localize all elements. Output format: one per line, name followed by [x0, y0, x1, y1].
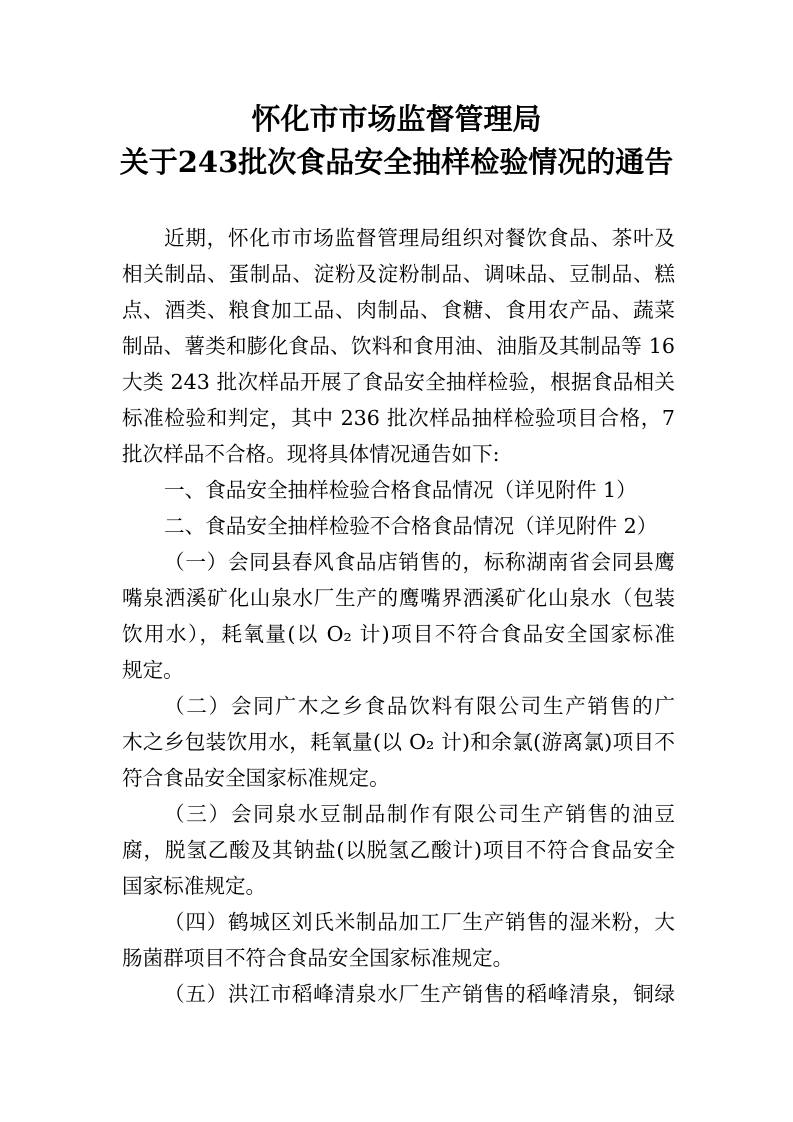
body-line: （一）会同县春风食品店销售的，标称湖南省会同县鹰 — [164, 550, 675, 574]
body-line: 标准检验和判定，其中 236 批次样品抽样检验项目合格，7 — [122, 406, 675, 430]
document-title-line-2: 关于243批次食品安全抽样检验情况的通告 — [119, 145, 674, 179]
body-line: 国家标准规定。 — [122, 874, 267, 898]
body-line: 相关制品、蛋制品、淀粉及淀粉制品、调味品、豆制品、糕 — [122, 262, 675, 286]
body-line: （二）会同广木之乡食品饮料有限公司生产销售的广 — [164, 694, 675, 718]
section-heading-1: 一、食品安全抽样检验合格食品情况（详见附件 1） — [164, 478, 637, 502]
section-heading-2: 二、食品安全抽样检验不合格食品情况（详见附件 2） — [164, 514, 658, 538]
document-title-line-1: 怀化市市场监督管理局 — [251, 102, 542, 136]
body-line: 近期，怀化市市场监督管理局组织对餐饮食品、茶叶及 — [164, 226, 675, 250]
body-line: 制品、薯类和膨化食品、饮料和食用油、油脂及其制品等 16 — [122, 334, 675, 358]
body-line: 木之乡包装饮用水，耗氧量(以 O₂ 计)和余氯(游离氯)项目不 — [122, 730, 675, 754]
body-line: 饮用水），耗氧量(以 O₂ 计)项目不符合食品安全国家标准 — [122, 622, 675, 646]
body-line: 腐，脱氢乙酸及其钠盐(以脱氢乙酸计)项目不符合食品安全 — [122, 838, 675, 862]
body-line: 嘴泉洒溪矿化山泉水厂生产的鹰嘴界洒溪矿化山泉水（包装 — [122, 586, 675, 610]
body-line: 批次样品不合格。现将具体情况通告如下: — [122, 442, 500, 466]
body-line: 大类 243 批次样品开展了食品安全抽样检验，根据食品相关 — [122, 370, 675, 394]
body-line: 规定。 — [122, 658, 184, 682]
body-line: 肠菌群项目不符合食品安全国家标准规定。 — [122, 946, 514, 970]
body-line: 点、酒类、粮食加工品、肉制品、食糖、食用农产品、蔬菜 — [122, 298, 675, 322]
body-line: 符合食品安全国家标准规定。 — [122, 766, 390, 790]
body-line: （三）会同泉水豆制品制作有限公司生产销售的油豆 — [164, 802, 675, 826]
body-line: （四）鹤城区刘氏米制品加工厂生产销售的湿米粉，大 — [164, 910, 675, 934]
body-line: （五）洪江市稻峰清泉水厂生产销售的稻峰清泉，铜绿 — [164, 982, 675, 1006]
